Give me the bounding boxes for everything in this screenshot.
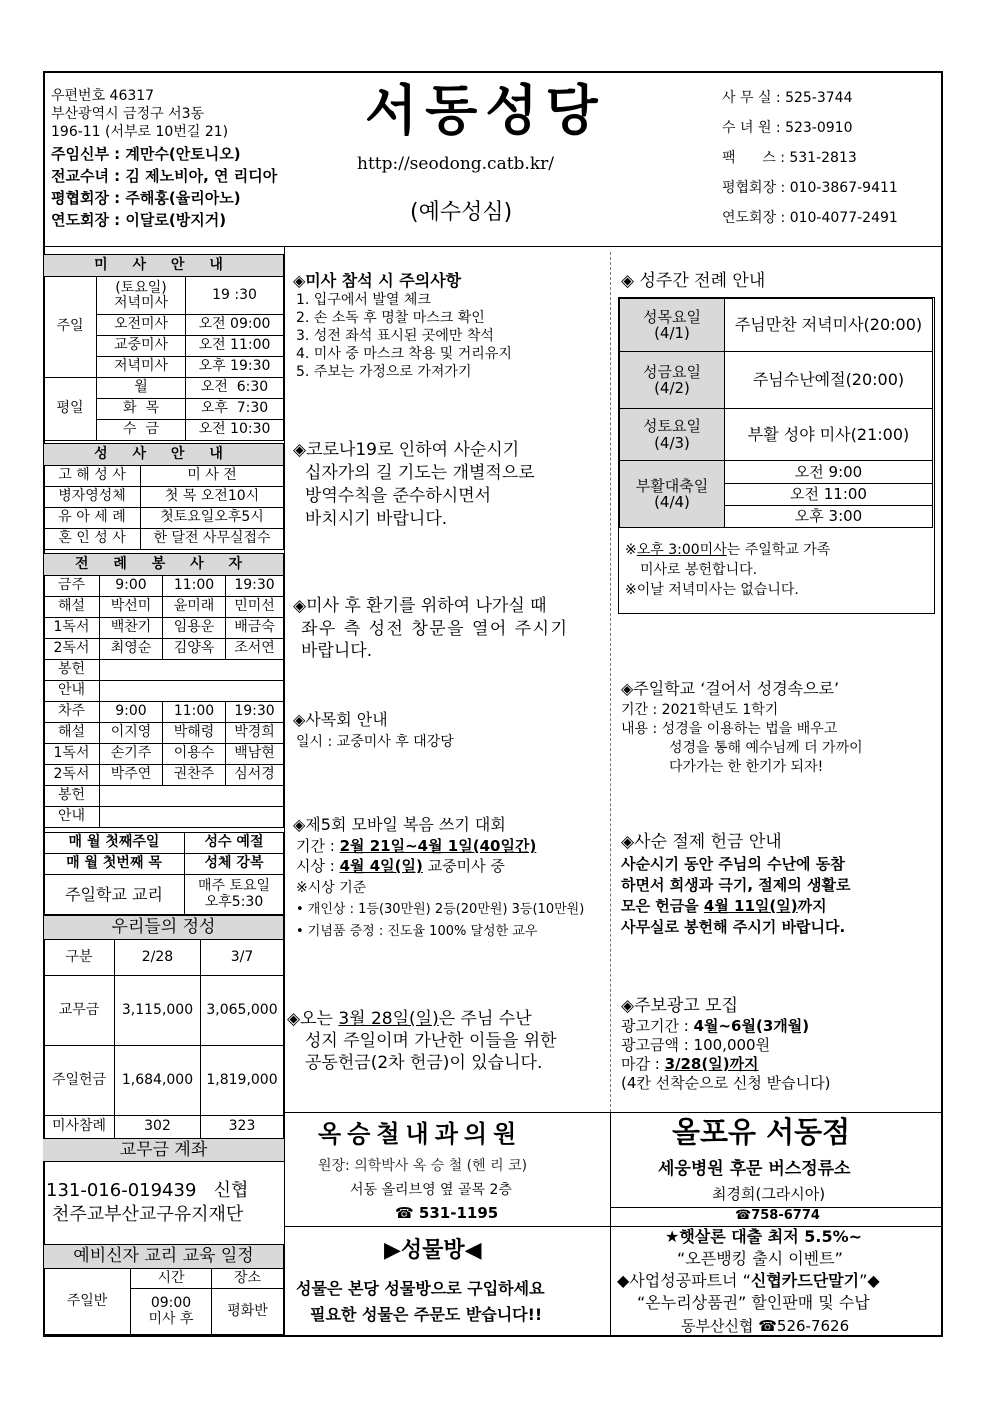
- pastor: 주임신부 : 계만수(안토니오): [51, 145, 241, 163]
- period-label: 광고기간 :: [621, 1017, 694, 1035]
- clinic-director: 원장: 의학박사 옥 승 철 (헨 리 코): [318, 1158, 528, 1174]
- mass-time: 오전 09:00: [186, 315, 284, 336]
- criteria-item: • 기념품 증정 : 진도율 100% 달성한 교우: [296, 924, 538, 939]
- shop-location: 세웅병원 후문 버스정류소: [658, 1159, 851, 1179]
- notice-item: 5. 주보는 가정으로 가져가기: [296, 364, 472, 380]
- notice-line: 내용 : 성경을 이용하는 법을 배우고: [621, 721, 838, 737]
- council-president: 평협회장 : 주해홍(율리아노): [51, 189, 241, 207]
- notice-title: ◈사목회 안내: [293, 710, 388, 729]
- offering-label: 미사참례: [44, 1116, 115, 1139]
- sacrament-name: 유 아 세 례: [44, 508, 141, 529]
- holyweek-info: 주님수난예절(20:00): [725, 352, 933, 409]
- notice-line: [621, 1056, 759, 1073]
- notice-line: 공동헌금(2차 헌금)이 있습니다.: [305, 1053, 543, 1073]
- mass-name: 월: [97, 378, 186, 399]
- easter-day: 부활대축일 (4/4): [620, 461, 725, 528]
- clinic-phone: ☎ 531-1195: [395, 1204, 499, 1222]
- role: 안내: [44, 681, 100, 702]
- bank-line: 동부산신협 ☎526-7626: [681, 1317, 850, 1335]
- role: 2독서: [44, 639, 100, 660]
- period-value: 2월 21일~4월 1일(40일간): [339, 837, 537, 855]
- holyweek-day: 성금요일 (4/2): [620, 352, 725, 409]
- notice-line: 기간 : 2021학년도 1학기: [621, 702, 779, 718]
- time-head: 19:30: [226, 702, 284, 723]
- deadline-value: 3/28(일)까지: [664, 1055, 759, 1073]
- holyweek-day: 성토요일 (4/3): [620, 409, 725, 461]
- monthly-event: 매 월 첫째주일: [44, 833, 185, 854]
- sacrament-info: 첫토요일오후5시: [141, 508, 284, 529]
- time-head: 9:00: [100, 702, 163, 723]
- notice-line: 사무실로 봉헌해 주시기 바랍니다.: [621, 918, 846, 936]
- l3-date: 4월 11일(일): [703, 897, 798, 915]
- weekday-label: 평일: [44, 378, 97, 441]
- offering-title: 우리들의 정성: [44, 916, 284, 940]
- monthly-event-detail: 성체 강복: [185, 854, 284, 875]
- sunday-school-class: 주일학교 교리: [44, 875, 185, 915]
- sacrament-name: 병자영성체: [44, 487, 141, 508]
- server-name: 백남현: [226, 744, 284, 765]
- notice-line: ◈미사 후 환기를 위하여 나가실 때: [293, 596, 547, 616]
- sacrament-name: 혼 인 성 사: [44, 529, 141, 550]
- role: 해설: [44, 597, 100, 618]
- holyweek-note: ※이날 저녁미사는 없습니다.: [625, 582, 799, 598]
- offering-table: [43, 915, 284, 1139]
- server-name: 박선미: [100, 597, 163, 618]
- contest-period: [296, 838, 536, 855]
- role: 해설: [44, 723, 100, 744]
- account-header: [43, 1138, 284, 1162]
- feast-subtitle: (예수성심): [410, 200, 513, 225]
- award-label: 시상 :: [296, 857, 340, 875]
- sunday-school-time: 매주 토요일 오후5:30: [185, 875, 284, 915]
- time-head: 19:30: [226, 576, 284, 597]
- criteria-label: ※시상 기준: [296, 880, 367, 896]
- time-head: 11:00: [163, 702, 226, 723]
- notice-line: 좌우 측 성전 창문을 열어 주시기: [301, 619, 569, 639]
- period-label: 기간 :: [296, 837, 340, 855]
- monthly-event-detail: 성수 예절: [185, 833, 284, 854]
- bank-line: ◆사업성공파트너 “신협카드단말기”◆: [617, 1271, 880, 1290]
- bank-line: “온누리상품권” 할인판매 및 수납: [637, 1293, 870, 1312]
- easter-time: 오후 3:00: [725, 506, 933, 528]
- notice-line: 다가가는 한 한기가 되자!: [669, 759, 824, 775]
- union-phone: 연도회장 : 010-4077-2491: [722, 210, 898, 226]
- server-name: 임용운: [163, 618, 226, 639]
- column-separator: [610, 252, 611, 1112]
- server-name: 박해령: [163, 723, 226, 744]
- notice-title: ◈사순 절제 헌금 안내: [621, 832, 782, 852]
- class-time: 09:00 미사 후: [131, 1289, 212, 1335]
- l3-post: 까지: [797, 897, 827, 915]
- union-president: 연도회장 : 이달로(방지거): [51, 211, 227, 229]
- holyweek-title: ◈ 성주간 전례 안내: [621, 271, 766, 291]
- sacrament-table: [43, 443, 284, 550]
- role: 1독서: [44, 744, 100, 765]
- role: 1독서: [44, 618, 100, 639]
- notice-item: 2. 손 소독 후 명찰 마스크 확인: [296, 310, 485, 326]
- notice-line: 광고금액 : 100,000원: [621, 1036, 771, 1054]
- server-empty: [100, 681, 284, 702]
- time-header: 시간: [131, 1269, 212, 1289]
- notice-item: 1. 입구에서 발열 체크: [296, 292, 431, 308]
- note-mass: 오후 3:00미사: [636, 542, 727, 558]
- notice-title: ◈주일학교 ‘걸어서 성경속으로’: [621, 679, 840, 698]
- account-holder: 천주교부산교구유지재단: [52, 1204, 244, 1225]
- server-name: 이용수: [163, 744, 226, 765]
- bank-line: ★햇살론 대출 최저 5.5%~: [665, 1227, 863, 1246]
- server-name: 심서경: [226, 765, 284, 786]
- n6-date: 3월 28일(일): [338, 1009, 439, 1029]
- notice-line: 방역수칙을 준수하시면서: [305, 486, 492, 506]
- sisters: 전교수녀 : 김 제노비아, 연 리디아: [51, 167, 278, 185]
- offering-label: 주일헌금: [44, 1046, 115, 1116]
- ads-top-divider: [284, 1112, 943, 1113]
- address-line2: 196-11 (서부로 10번길 21): [51, 124, 229, 140]
- contest-award: [296, 858, 505, 875]
- notice-line: (4칸 선착순으로 신청 받습니다): [621, 1074, 831, 1092]
- class-place: 평화반: [212, 1289, 284, 1335]
- mass-name: 교중미사: [97, 336, 186, 357]
- server-name: 이지영: [100, 723, 163, 744]
- week-label: 금주: [44, 576, 100, 597]
- notice-line: [287, 1010, 532, 1030]
- mass-time: 19 :30: [186, 277, 284, 315]
- server-name: 윤미래: [163, 597, 226, 618]
- role: 봉헌: [44, 786, 100, 807]
- mass-schedule-table: [43, 254, 284, 441]
- mass-time: 오전 10:30: [186, 420, 284, 441]
- servers-title: 전 례 봉 사 자: [44, 554, 284, 576]
- role: 안내: [44, 807, 100, 828]
- notice-line: 바랍니다.: [301, 641, 373, 661]
- server-name: 박주연: [100, 765, 163, 786]
- notice-line: 성지 주일이며 가난한 이들을 위한: [305, 1031, 557, 1051]
- offering-date: 3/7: [201, 940, 284, 976]
- mass-title: 미 사 안 내: [44, 255, 284, 277]
- address-line1: 부산광역시 금정구 서3동: [51, 106, 205, 122]
- mass-time: 오전 11:00: [186, 336, 284, 357]
- shop-phone: ☎758-6774: [735, 1208, 820, 1223]
- l3-pre: 모은 헌금을: [621, 897, 704, 915]
- deadline-label: 마감 :: [621, 1055, 665, 1073]
- server-name: 조서연: [226, 639, 284, 660]
- role: 봉헌: [44, 660, 100, 681]
- convent-phone: 수 녀 원 : 523-0910: [722, 120, 853, 136]
- sunday-label: 주일: [44, 277, 97, 378]
- mass-name: 오전미사: [97, 315, 186, 336]
- server-empty: [100, 660, 284, 681]
- monthly-events-table: [43, 832, 284, 915]
- holyweek-note: 미사로 봉헌합니다.: [640, 562, 758, 578]
- sacrament-info: 첫 목 오전10시: [141, 487, 284, 508]
- easter-time: 오전 9:00: [725, 461, 933, 484]
- mass-name: (토요일) 저녁미사: [97, 277, 186, 315]
- place-header: 장소: [212, 1269, 284, 1289]
- class-label: 주일반: [44, 1269, 131, 1335]
- goods-line: 필요한 성물은 주문도 받습니다!!: [310, 1305, 543, 1324]
- notice-line: 일시 : 교중미사 후 대강당: [296, 734, 454, 750]
- server-name: 박경희: [226, 723, 284, 744]
- header-divider: [43, 246, 943, 247]
- mass-name: 수 금: [97, 420, 186, 441]
- server-name: 최영순: [100, 639, 163, 660]
- goods-title: ▶성물방◀: [384, 1238, 482, 1263]
- mass-name: 저녁미사: [97, 357, 186, 378]
- server-name: 백찬기: [100, 618, 163, 639]
- catechumen-table: [43, 1244, 284, 1335]
- notice-title: ◈제5회 모바일 복음 쓰기 대회: [293, 815, 506, 834]
- parish-title: 서동성당: [365, 79, 606, 142]
- account-title: 교무금 계좌: [119, 1140, 208, 1160]
- period-value: 4월~6월(3개월): [693, 1017, 810, 1035]
- notice-line: 사순시기 동안 주님의 수난에 동참: [621, 855, 845, 873]
- sacrament-info: 미 사 전: [141, 466, 284, 487]
- bank-line: “오픈뱅킹 출시 이벤트”: [677, 1249, 843, 1268]
- role: 2독서: [44, 765, 100, 786]
- time-head: 9:00: [100, 576, 163, 597]
- catechumen-title: 예비신자 교리 교육 일정: [44, 1245, 284, 1269]
- notice-line: 성경을 통해 예수님께 더 가까이: [669, 740, 863, 756]
- notice-item: 4. 미사 중 마스크 착용 및 거리유지: [296, 346, 512, 362]
- monthly-event: 매 월 첫번째 목: [44, 854, 185, 875]
- holyweek-table: [619, 298, 933, 528]
- left-column-divider: [284, 246, 285, 1337]
- parish-url[interactable]: http://seodong.catb.kr/: [357, 154, 554, 174]
- mass-time: 오후 19:30: [186, 357, 284, 378]
- notice-line: 하면서 희생과 극기, 절제의 생활로: [621, 876, 851, 894]
- offering-date: 2/28: [115, 940, 201, 976]
- offering-value: 323: [201, 1116, 284, 1139]
- note-mark: ※: [625, 542, 637, 558]
- fax-number: 팩 스 : 531-2813: [722, 150, 857, 166]
- mass-time: 오후 7:30: [186, 399, 284, 420]
- offering-label: 교무금: [44, 976, 115, 1046]
- award-rest: 교중미사 중: [422, 857, 505, 875]
- notice-title: ◈코로나19로 인하여 사순시기: [293, 440, 520, 460]
- sacrament-title: 성 사 안 내: [44, 444, 284, 466]
- mass-name: 화 목: [97, 399, 186, 420]
- offering-value: 1,819,000: [201, 1046, 284, 1116]
- holyweek-note: [625, 542, 830, 558]
- shop-name: 올포유 서동점: [672, 1115, 851, 1149]
- notice-title: ◈미사 참석 시 주의사항: [293, 271, 462, 290]
- notice-title: ◈주보광고 모집: [621, 996, 739, 1016]
- council-phone: 평협회장 : 010-3867-9411: [722, 180, 898, 196]
- offering-value: 302: [115, 1116, 201, 1139]
- offering-value: 3,115,000: [115, 976, 201, 1046]
- server-name: 손기주: [100, 744, 163, 765]
- office-phone: 사 무 실 : 525-3744: [722, 90, 853, 106]
- ads-middle-divider: [610, 1112, 611, 1337]
- week-label: 차주: [44, 702, 100, 723]
- server-name: 민미선: [226, 597, 284, 618]
- goods-line: 성물은 본당 성물방으로 구입하세요: [296, 1279, 545, 1298]
- clinic-address: 서동 올리브영 옆 골목 2층: [350, 1182, 512, 1198]
- note-rest: 는 주일학교 가족: [726, 542, 831, 558]
- n6-pre: ◈오는: [287, 1009, 339, 1029]
- server-name: 권찬주: [163, 765, 226, 786]
- postal-code: 우편번호 46317: [51, 88, 155, 104]
- shop-owner: 최경희(그라시아): [712, 1185, 826, 1203]
- notice-line: [621, 898, 827, 915]
- criteria-item: • 개인상 : 1등(30만원) 2등(20만원) 3등(10만원): [296, 902, 585, 917]
- notice-line: [621, 1018, 809, 1035]
- easter-time: 오전 11:00: [725, 484, 933, 506]
- sacrament-info: 한 달전 사무실접수: [141, 529, 284, 550]
- offering-value: 1,684,000: [115, 1046, 201, 1116]
- holyweek-info: 부활 성야 미사(21:00): [725, 409, 933, 461]
- notice-line: 십자가의 길 기도는 개별적으로: [305, 463, 535, 483]
- n6-post: 은 주님 수난: [438, 1009, 532, 1029]
- time-head: 11:00: [163, 576, 226, 597]
- notice-line: 바치시기 바랍니다.: [305, 509, 448, 529]
- server-empty: [100, 807, 284, 828]
- notice-item: 3. 성전 좌석 표시된 곳에만 착석: [296, 328, 494, 344]
- offering-value: 3,065,000: [201, 976, 284, 1046]
- server-name: 김양옥: [163, 639, 226, 660]
- server-empty: [100, 786, 284, 807]
- mass-time: 오전 6:30: [186, 378, 284, 399]
- offering-col-label: 구분: [44, 940, 115, 976]
- sacrament-name: 고 해 성 사: [44, 466, 141, 487]
- holyweek-info: 주님만찬 저녁미사(20:00): [725, 299, 933, 352]
- holyweek-day: 성목요일 (4/1): [620, 299, 725, 352]
- server-name: 배금숙: [226, 618, 284, 639]
- award-date: 4월 4일(일): [339, 857, 423, 875]
- liturgy-servers-table: [43, 553, 284, 828]
- account-number: 131-016-019439 신협: [46, 1180, 249, 1201]
- clinic-name: 옥승철내과의원: [318, 1120, 523, 1148]
